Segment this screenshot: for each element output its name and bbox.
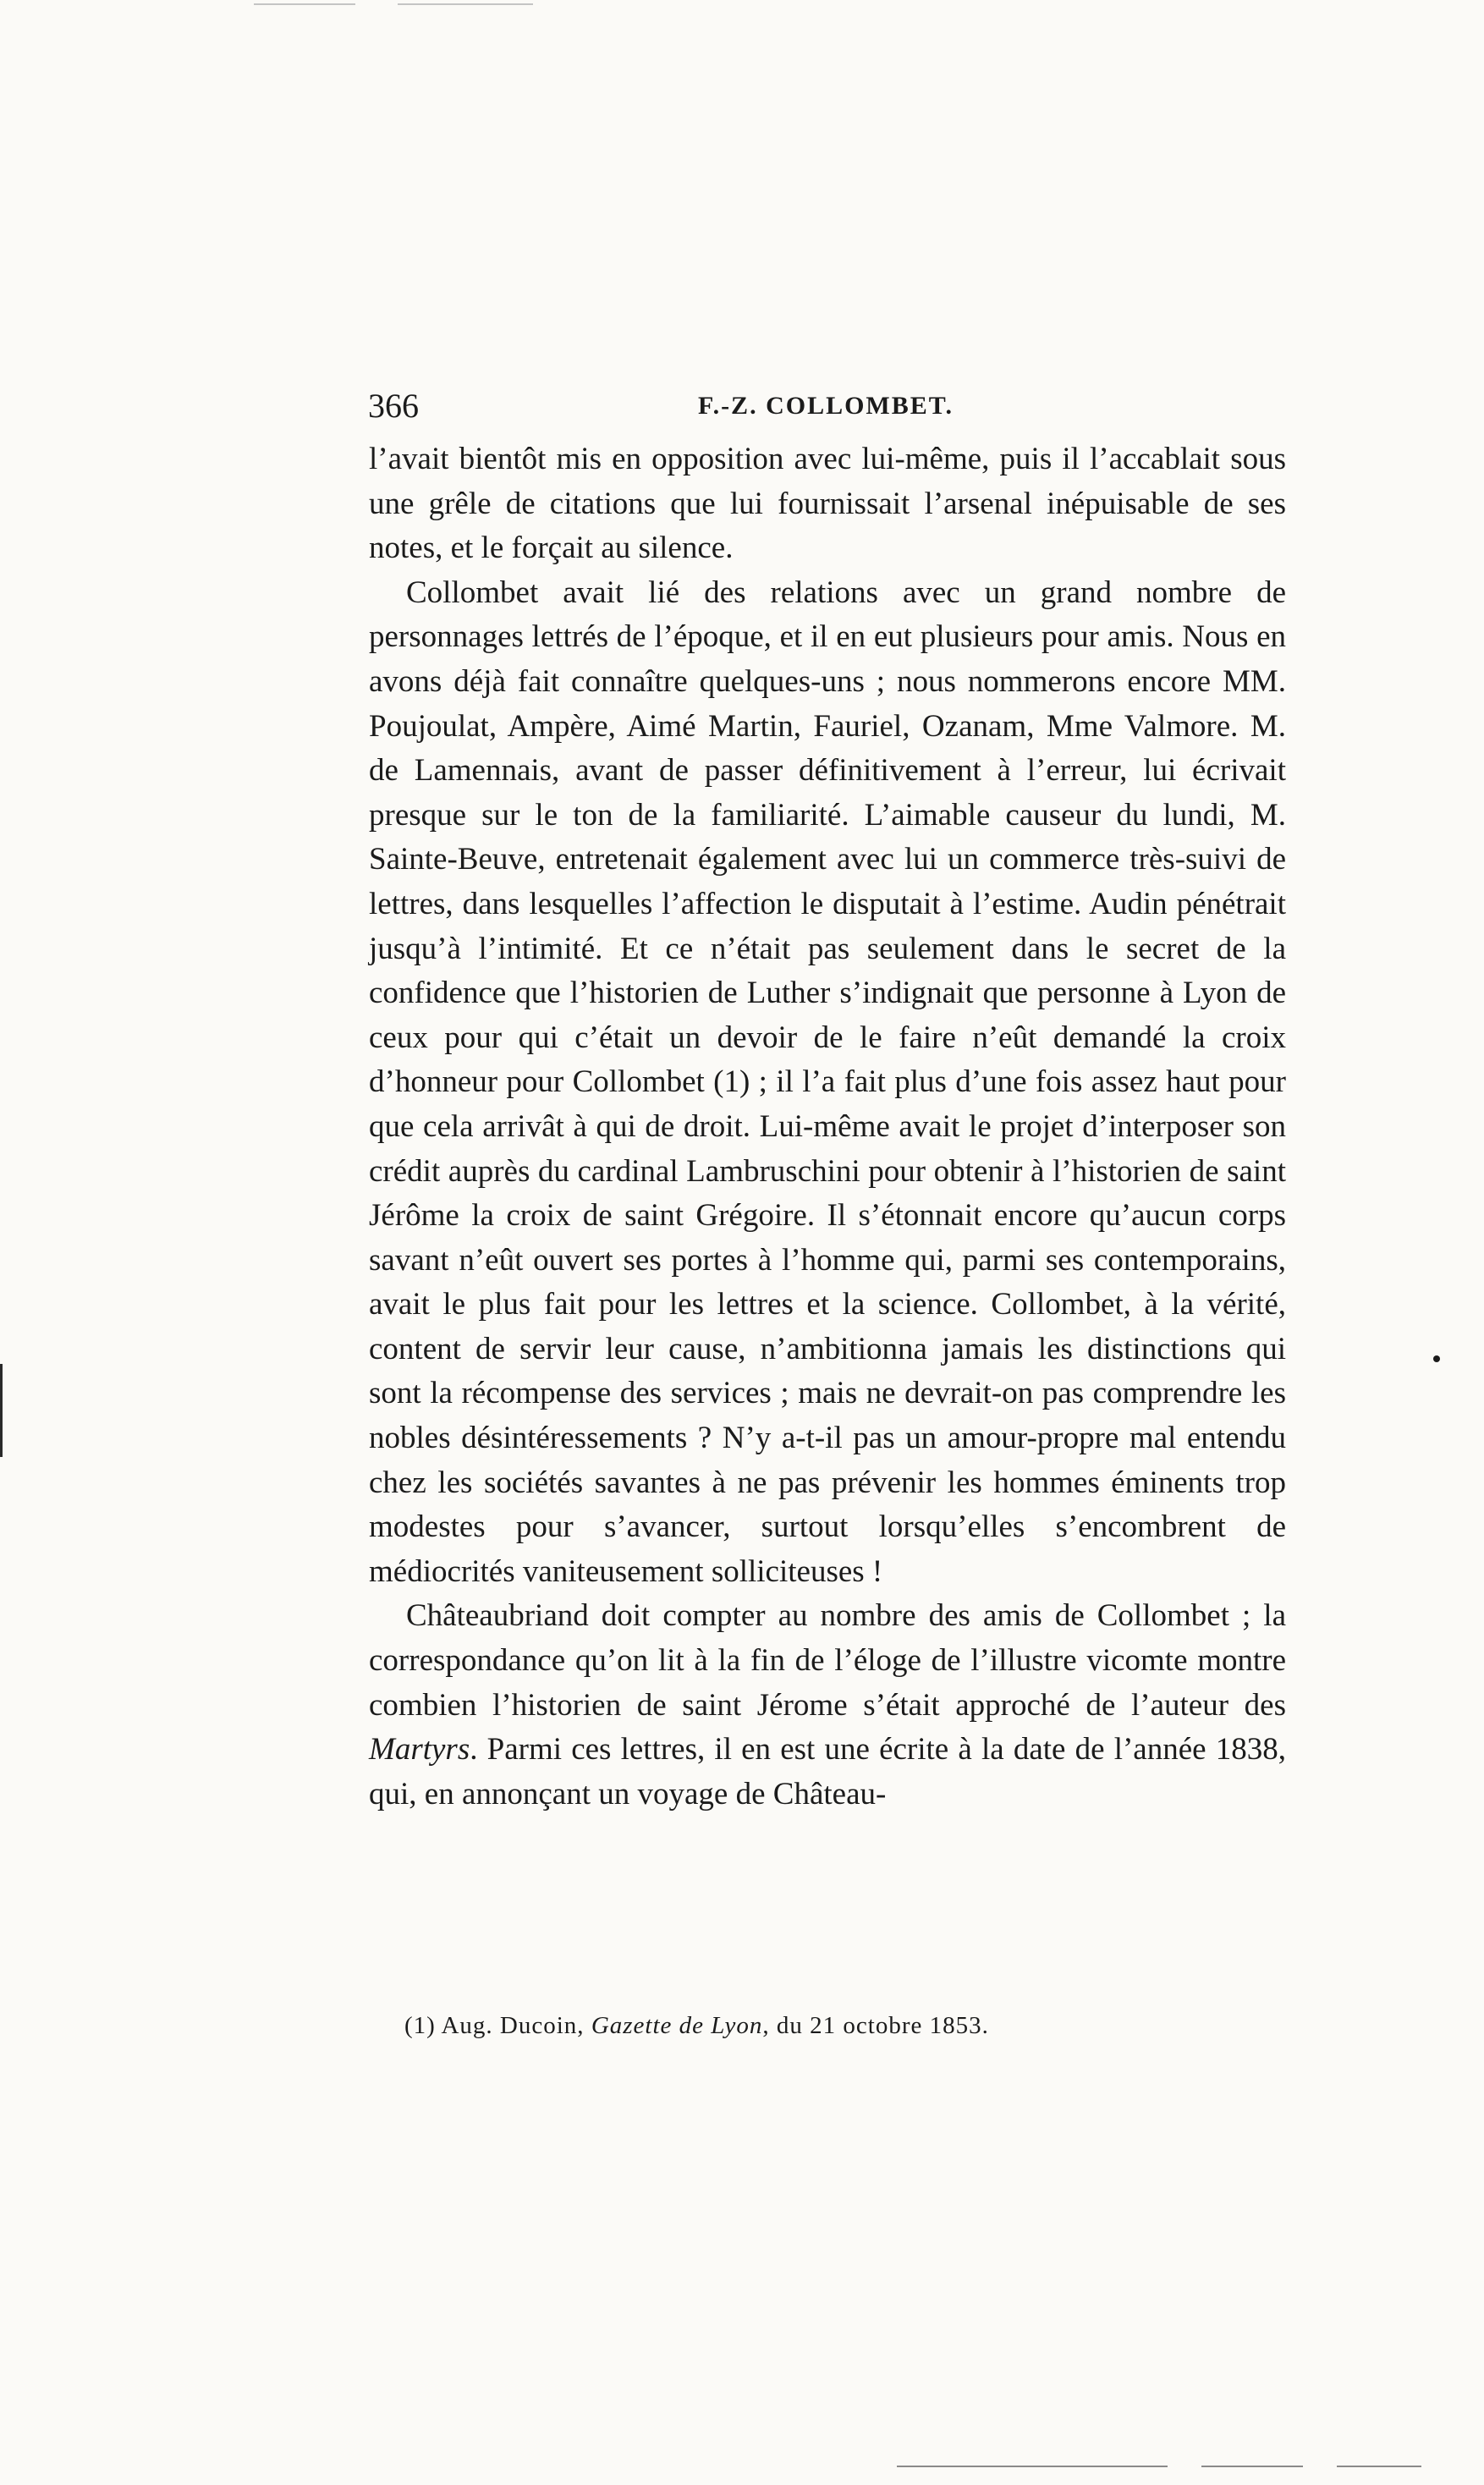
bottom-scan-artifact xyxy=(1201,2466,1303,2467)
book-title-italic: Martyrs xyxy=(369,1732,470,1768)
footnote-author: Aug. Ducoin, xyxy=(441,2012,585,2039)
left-edge-scan-mark xyxy=(0,1364,3,1457)
paragraph-chateaubriand xyxy=(369,1594,1286,1817)
footnote-date: , du 21 octobre 1853. xyxy=(762,2012,989,2039)
footnote-publication: Gazette de Lyon xyxy=(591,2012,763,2039)
footnote xyxy=(404,2009,1284,2042)
paragraph-text-start: Châteaubriand doit compter au nombre des amis de Collombet ; la correspondance qu’on lit à la fin de l’éloge de l’illustre vicomte montre combien l’historien de saint Jérome s’était approché de l’auteur des xyxy=(369,1598,1286,1723)
top-scan-artifact xyxy=(398,3,533,5)
page-number: 366 xyxy=(368,387,419,425)
footnote-marker: (1) xyxy=(404,2012,436,2039)
right-margin-dot xyxy=(1433,1355,1440,1362)
running-head: F.-Z. COLLOMBET. xyxy=(698,392,954,420)
paragraph-continued: l’avait bientôt mis en opposition avec lui-même, puis il l’accablait sous une grêle de citations que lui fournissait l’arsenal inépuisable de ses notes, et le forçait au silence. xyxy=(369,442,1286,566)
page-header xyxy=(368,382,1290,430)
top-scan-artifact xyxy=(254,3,355,5)
bottom-scan-artifact xyxy=(897,2466,1168,2467)
paragraph-correspondents: Collombet avait lié des relations avec un grand nombre de personnages lettrés de l’époque, et il en eut plusieurs pour amis. Nous en avons déjà fait connaître quelques-uns ; nous nommerons encore MM. Poujoulat, Ampère, Aimé Martin, Fauriel, Ozanam, Mme Valmore. M. de Lamennais, avant de passer définitivement à l’erreur, lui écrivait presque sur le ton de la familiarité. L’aimable causeur du lundi, M. Sainte-Beuve, entretenait également avec lui un commerce très-suivi de lettres, dans lesquelles l’affection le disputait à l’estime. Audin pénétrait jusqu’à l’intimité. Et ce n’était pas seulement dans le secret de la confidence que l’historien de Luther s’indignait que personne à Lyon de ceux pour qui c’était un devoir de le faire n’eût demandé la croix d’honneur pour Collombet (1) ; il l’a fait plus d’une fois assez haut pour que cela arrivât à qui de droit. Lui-même avait le projet d’interposer son crédit auprès du cardinal Lambruschini pour obtenir à l’historien de saint Jérôme la croix de saint Grégoire. Il s’étonnait encore qu’aucun corps savant n’eût ouvert ses portes à l’homme qui, parmi ses contemporains, avait le plus fait pour les lettres et la science. Collombet, à la vérité, content de servir leur cause, n’ambitionna jamais les distinctions qui sont la récompense des services ; mais ne devrait-on pas comprendre les nobles désintéressements ? N’y a-t-il pas un amour-propre mal entendu chez les sociétés savantes à ne pas prévenir les hommes éminents trop modestes pour s’avancer, surtout lorsqu’elles s’encombrent de médiocrités vaniteusement solliciteuses ! xyxy=(369,575,1286,1589)
body-text xyxy=(369,437,1286,1817)
paragraph-text-end: . Parmi ces lettres, il en est une écrite à la date de l’année 1838, qui, en annonçant un voyage de Château- xyxy=(369,1732,1286,1812)
bottom-scan-artifact xyxy=(1337,2466,1421,2467)
